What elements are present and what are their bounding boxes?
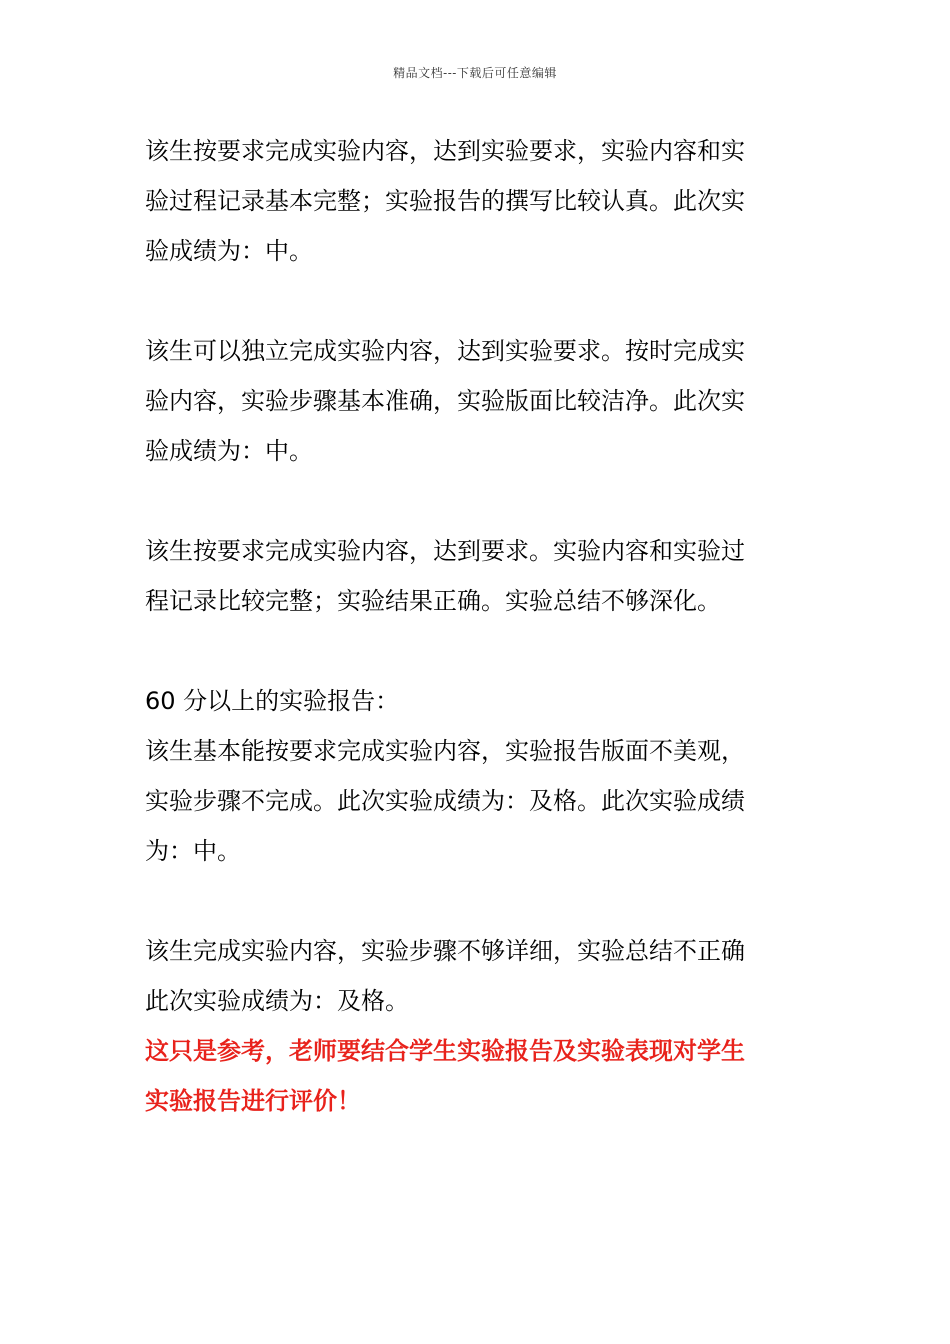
text-line: 该生可以独立完成实验内容，达到实验要求。按时完成实 (145, 337, 745, 365)
paragraph-gap (145, 476, 810, 526)
text-line: 该生按要求完成实验内容，达到要求。实验内容和实验过 (145, 537, 745, 565)
paragraph-grade-pass-1 (145, 676, 810, 876)
text-line: 验内容，实验步骤基本准确，实验版面比较洁净。此次实 (145, 387, 745, 415)
paragraph-grade-medium-2 (145, 326, 810, 476)
text-line: 该生完成实验内容，实验步骤不够详细，实验总结不正确 (145, 937, 745, 965)
text-line: 该生按要求完成实验内容，达到实验要求，实验内容和实 (145, 137, 745, 165)
text-line: 该生基本能按要求完成实验内容，实验报告版面不美观， (145, 737, 745, 765)
note-line: 实验报告进行评价！ (145, 1087, 361, 1115)
document-body (145, 126, 810, 1126)
reference-note (145, 1026, 810, 1126)
page-header: 精品文档---下载后可任意编辑 (393, 66, 557, 80)
section-heading: 60 分以上的实验报告： (145, 687, 400, 715)
text-line: 验成绩为：中。 (145, 437, 313, 465)
text-line: 验过程记录基本完整；实验报告的撰写比较认真。此次实 (145, 187, 745, 215)
text-line: 验成绩为：中。 (145, 237, 313, 265)
text-line: 实验步骤不完成。此次实验成绩为：及格。此次实验成绩 (145, 787, 745, 815)
paragraph-gap (145, 626, 810, 676)
paragraph-gap (145, 276, 810, 326)
paragraph-gap (145, 876, 810, 926)
text-line: 为：中。 (145, 837, 241, 865)
text-line: 此次实验成绩为：及格。 (145, 987, 409, 1015)
paragraph-grade-medium-1 (145, 126, 810, 276)
paragraph-grade-pass-2 (145, 926, 810, 1026)
note-line: 这只是参考，老师要结合学生实验报告及实验表现对学生 (145, 1037, 745, 1065)
paragraph-grade-medium-3 (145, 526, 810, 626)
text-line: 程记录比较完整；实验结果正确。实验总结不够深化。 (145, 587, 721, 615)
